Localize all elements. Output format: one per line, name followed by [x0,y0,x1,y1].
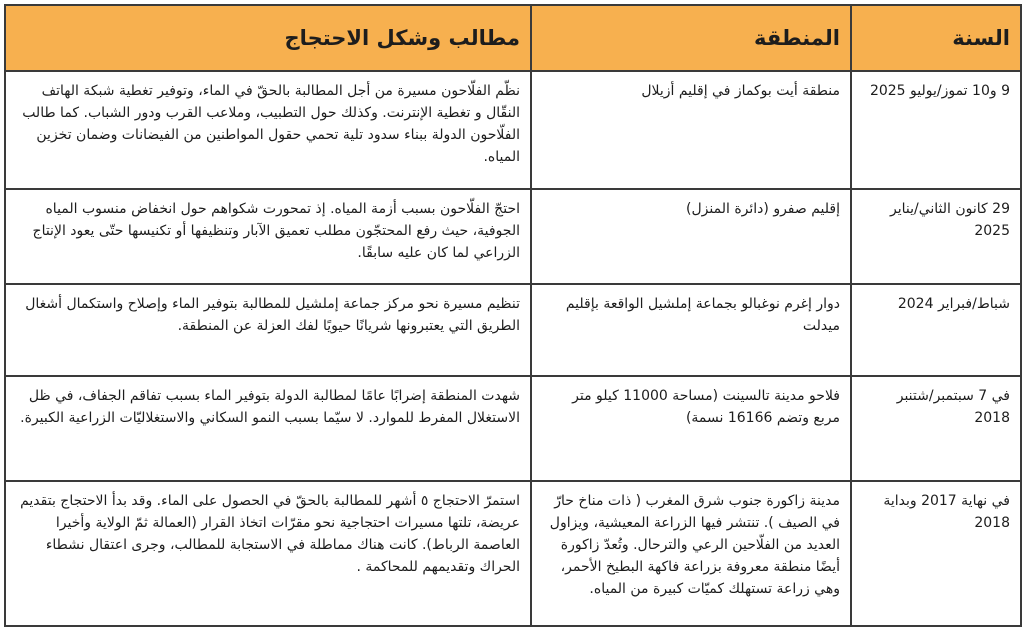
cell-region: مدينة زاكورة جنوب شرق المغرب ( ذات مناخ حارّ في الصيف ). تنتشر فيها الزراعة المعيشية، ويزاول العديد من الفلّاحين الرعي والترحال. وتُعدّ زاكورة أيضًا منطقة معروفة بزراعة فاكهة البطيخ الأحمر، وهي زراعة تستهلك كميّات كبيرة من المياه. [531,481,851,626]
cell-year: 29 كانون الثاني/يناير 2025 [851,189,1021,284]
cell-year: في 7 سبتمبر/شتنبر 2018 [851,376,1021,481]
table-header-row [5,5,1021,71]
header-region: المنطقة [531,5,851,71]
cell-year: 9 و10 تموز/يوليو 2025 [851,71,1021,189]
cell-demands: نظّم الفلّاحون مسيرة من أجل المطالبة بالحقّ في الماء، وتوفير تغطية شبكة الهاتف النقّال و تغطية الإنترنت. وكذلك حول التطبيب، وملاعب القرب ودور الشباب. كما طالب الفلّاحون الدولة ببناء سدود تلية تحمي حقول المواطنين من الفيضانات وضمان تخزين المياه. [5,71,531,189]
cell-region: إقليم صفرو (دائرة المنزل) [531,189,851,284]
cell-year: في نهاية 2017 وبداية 2018 [851,481,1021,626]
cell-demands: احتجّ الفلّاحون بسبب أزمة المياه. إذ تمحورت شكواهم حول انخفاض منسوب المياه الجوفية، حيث رفع المحتجّون مطلب تعميق الآبار وتنظيفها أو تكنيسها حتّى يعود الإنتاج الزراعي لما كان عليه سابقًا. [5,189,531,284]
cell-demands: شهدت المنطقة إضرابًا عامًا لمطالبة الدولة بتوفير الماء بسبب تفاقم الجفاف، في ظل الاستغلال المفرط للموارد. لا سيّما بسبب النمو السكاني والاستغلاليّات الزراعية الكبيرة. [5,376,531,481]
table-row [5,481,1021,626]
header-year: السنة [851,5,1021,71]
header-demands: مطالب وشكل الاحتجاج [5,5,531,71]
cell-year: شباط/فبراير 2024 [851,284,1021,376]
cell-demands: استمرّ الاحتجاج ٥ أشهر للمطالبة بالحقّ في الحصول على الماء. وقد بدأ الاحتجاج بتقديم عريضة، تلتها مسيرات احتجاجية نحو مقرّات اتخاذ القرار (العمالة ثمّ الولاية وأخيرا العاصمة الرباط). كانت هناك مماطلة في الاستجابة للمطالب، وجرى اعتقال نشطاء الحراك وتقديمهم للمحاكمة . [5,481,531,626]
cell-region: دوار إغرم نوغبالو بجماعة إملشيل الواقعة بإقليم ميدلت [531,284,851,376]
table-row [5,376,1021,481]
cell-region: فلاحو مدينة تالسينت (مساحة 11000 كيلو متر مربع وتضم 16166 نسمة) [531,376,851,481]
table-row [5,284,1021,376]
cell-demands: تنظيم مسيرة نحو مركز جماعة إملشيل للمطالبة بتوفير الماء وإصلاح واستكمال أشغال الطريق التي يعتبرونها شريانًا حيويًا لفك العزلة عن المنطقة. [5,284,531,376]
cell-region: منطقة أيت بوكماز في إقليم أزيلال [531,71,851,189]
table-row [5,71,1021,189]
protests-table [4,4,1022,627]
table-row [5,189,1021,284]
